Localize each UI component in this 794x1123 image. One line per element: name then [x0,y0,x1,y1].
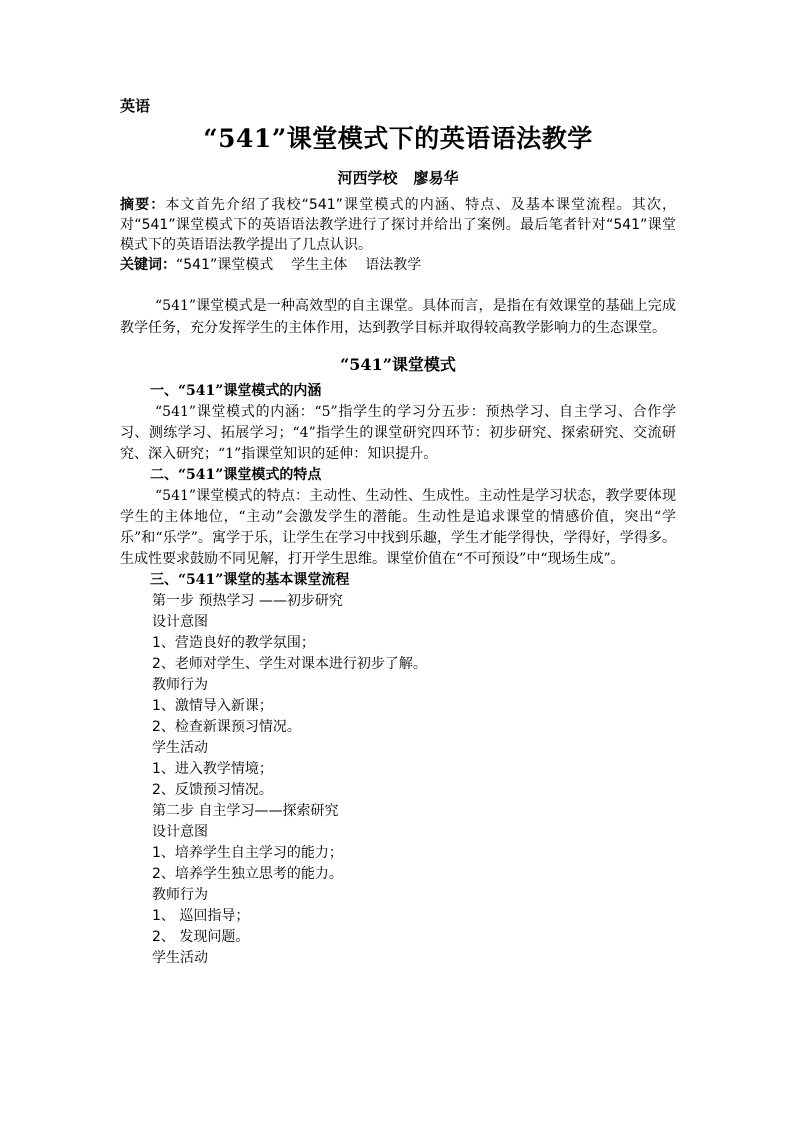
paragraph-connotation: “541”课堂模式的内涵：“5”指学生的学习分五步：预热学习、自主学习、合作学习、测练学习、拓展学习；“4”指学生的课堂研究四环节：初步研究、探索研究、交流研究、深入研究；“1”指课堂知识的延伸：知识提升。 [120,404,676,462]
author-name: 廖易华 [413,169,459,187]
subject-label: 英语 [120,97,151,115]
keyword: 语法教学 [365,257,422,273]
list-item: 2、反馈预习情况。 [152,782,273,798]
keywords [120,255,676,275]
document-title: “541”课堂模式下的英语语法教学 [203,124,593,153]
keyword: 学生主体 [291,257,348,273]
list-item: 2、老师对学生、学生对课本进行初步了解。 [152,656,427,672]
subsection-heading-features: 二、“541”课堂模式的特点 [150,467,322,483]
keywords-label: 关键词： [120,257,176,273]
list-item: 1、培养学生自主学习的能力； [152,845,343,861]
process-list [120,591,676,969]
list-item: 2、培养学生独立思考的能力。 [152,866,343,882]
section-heading: “541”课堂模式 [340,355,456,374]
list-item: 1、营造良好的教学氛围； [152,635,315,651]
list-item: 1、激情导入新课； [152,698,273,714]
list-item: 学生活动 [152,740,208,756]
list-item: 教师行为 [152,677,208,693]
intro-paragraph: “541”课堂模式是一种高效型的自主课堂。具体而言，是指在有效课堂的基础上完成教学任务，充分发挥学生的主体作用，达到教学目标并取得较高教学影响力的生态课堂。 [120,298,676,336]
subsection-heading-connotation: 一、“541”课堂模式的内涵 [150,383,322,399]
list-item: 1、 巡回指导； [152,908,250,924]
keyword: “541”课堂模式 [176,257,274,273]
author-line [120,167,676,189]
author-school: 河西学校 [337,169,398,187]
document-body [120,95,676,969]
list-item: 设计意图 [152,614,208,630]
list-item: 第一步 预热学习 ——初步研究 [152,593,343,609]
list-item: 学生活动 [152,950,208,966]
abstract [120,195,676,255]
list-item: 2、 发现问题。 [152,929,250,945]
list-item: 第二步 自主学习——探索研究 [152,803,339,819]
list-item: 教师行为 [152,887,208,903]
subsection-heading-process: 三、“541”课堂的基本课堂流程 [150,572,350,588]
list-item: 2、检查新课预习情况。 [152,719,301,735]
abstract-text: 本文首先介绍了我校“541”课堂模式的内涵、特点、及基本课堂流程。其次，对“541”课堂模式下的英语语法教学进行了探讨并给出了案例。最后笔者针对“541”课堂模式下的英语语法教学提出了几点认识。 [120,197,676,253]
abstract-label: 摘要： [120,197,166,213]
paragraph-features: “541”课堂模式的特点：主动性、生动性、生成性。主动性是学习状态，教学要体现学生的主体地位，“主动”会激发学生的潜能。生动性是追求课堂的情感价值，突出“学乐”和“乐学”。寓学于乐，让学生在学习中找到乐趣，学生才能学得快，学得好，学得多。生成性要求鼓励不同见解，打开学生思维。课堂价值在“不可预设”中“现场生成”。 [120,488,676,567]
list-item: 设计意图 [152,824,208,840]
list-item: 1、进入教学情境； [152,761,273,777]
